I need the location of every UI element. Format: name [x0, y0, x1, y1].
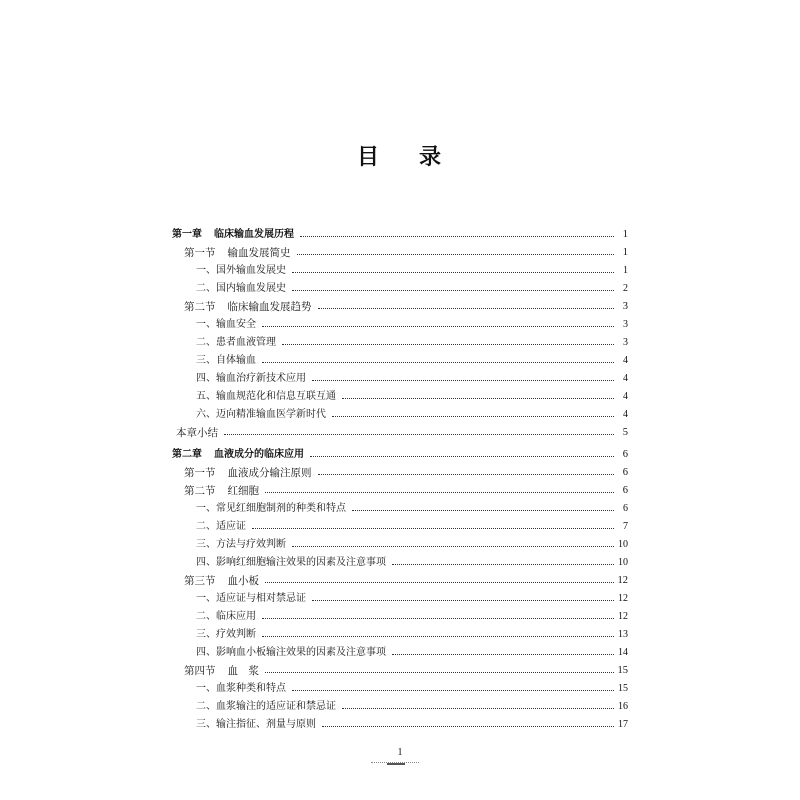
toc-entry-item[interactable]: [172, 554, 628, 572]
toc-entry-section[interactable]: [172, 298, 628, 316]
toc-page-number: 6: [623, 503, 628, 514]
toc-page-number: 15: [618, 683, 628, 694]
toc-entry-number: 第一节: [184, 467, 216, 479]
toc-entry-text: 血 浆: [227, 665, 259, 677]
toc-entry-item[interactable]: [172, 500, 628, 518]
toc-entry-text: 血液成分输注原则: [227, 467, 312, 479]
toc-entry-label: [196, 352, 256, 370]
toc-entry-item[interactable]: [172, 716, 628, 734]
toc-entry-label: [196, 644, 386, 662]
toc-leader-dots: [252, 518, 614, 529]
toc-page-number: 3: [623, 337, 628, 348]
toc-entry-label: [196, 698, 336, 716]
toc-leader-dots: [312, 370, 614, 381]
toc-page-number: 6: [622, 467, 628, 478]
toc-page-number: 3: [623, 319, 628, 330]
toc-leader-dots: [262, 316, 614, 327]
toc-entry-text: 一、血浆种类和特点: [196, 683, 286, 694]
toc-leader-dots: [332, 406, 614, 417]
toc-entry-section[interactable]: [172, 464, 628, 482]
toc-leader-dots: [262, 626, 614, 637]
toc-entry-item[interactable]: [172, 406, 628, 424]
toc-page-number: 3: [622, 301, 628, 312]
toc-entry-text: 血液成分的临床应用: [214, 449, 304, 460]
toc-leader-dots: [392, 554, 614, 565]
toc-entry-item[interactable]: [172, 388, 628, 406]
title-char-1: 目: [356, 144, 381, 170]
toc-leader-dots: [392, 644, 614, 655]
toc-page-number: 13: [618, 629, 628, 640]
toc-entry-text: 一、适应证与相对禁忌证: [196, 593, 306, 604]
toc-entry-label: [196, 554, 386, 572]
toc-entry-label: [196, 500, 346, 518]
toc-entry-label: [184, 482, 259, 500]
toc-entry-item[interactable]: [172, 644, 628, 662]
toc-entry-label: [196, 406, 326, 424]
toc-entry-label: [184, 298, 312, 316]
toc-entry-label: [184, 662, 259, 680]
footer-ornament: [371, 762, 419, 766]
toc-leader-dots: [342, 388, 614, 399]
toc-entry-text: 一、常见红细胞制剂的种类和特点: [196, 503, 346, 514]
toc-entry-text: 四、影响血小板输注效果的因素及注意事项: [196, 647, 386, 658]
toc-entry-text: 四、影响红细胞输注效果的因素及注意事项: [196, 557, 386, 568]
toc-entry-label: [196, 716, 316, 734]
toc-page-number: 12: [617, 575, 628, 586]
toc-entry-label: [172, 446, 304, 464]
toc-page-number: 2: [623, 283, 628, 294]
toc-entry-text: 二、患者血液管理: [196, 337, 276, 348]
toc-leader-dots: [292, 536, 614, 547]
toc-entry-text: 三、疗效判断: [196, 629, 256, 640]
toc-entry-text: 六、迈向精准输血医学新时代: [196, 409, 326, 420]
toc-entry-label: [184, 244, 291, 262]
toc-leader-dots: [318, 298, 615, 309]
toc-page-number: 10: [618, 539, 628, 550]
toc-page-number: 6: [622, 485, 628, 496]
toc-entry-text: 二、临床应用: [196, 611, 256, 622]
toc-entry-number: 第四节: [184, 665, 216, 677]
toc-entry-label: [196, 536, 286, 554]
toc-leader-dots: [297, 244, 615, 255]
toc-entry-label: [196, 280, 286, 298]
toc-page-number: 6: [622, 449, 628, 460]
toc-page-number: 4: [623, 409, 628, 420]
toc-leader-dots: [262, 352, 614, 363]
page-number: 1: [397, 747, 403, 758]
toc-page-number: 4: [623, 355, 628, 366]
page-title: [0, 140, 800, 171]
toc-entry-text: 三、自体输血: [196, 355, 256, 366]
toc-leader-dots: [310, 446, 614, 457]
toc-entry-text: 临床输血发展历程: [214, 229, 294, 240]
toc-page-number: 12: [618, 611, 628, 622]
toc-entry-item[interactable]: [172, 334, 628, 352]
toc-entry-item[interactable]: [172, 536, 628, 554]
toc-entry-item[interactable]: [172, 518, 628, 536]
toc-entry-section[interactable]: [172, 244, 628, 262]
toc-entry-section[interactable]: [172, 662, 628, 680]
toc-entry-number: 第二节: [184, 485, 216, 497]
toc-entry-item[interactable]: [172, 262, 628, 280]
toc-page-number: 10: [618, 557, 628, 568]
toc-entry-item[interactable]: [172, 590, 628, 608]
toc-entry-text: 五、输血规范化和信息互联互通: [196, 391, 336, 402]
toc-page-number: 1: [622, 229, 628, 240]
toc-entry-number: 第二节: [184, 301, 216, 313]
toc-entry-label: [196, 626, 256, 644]
toc-leader-dots: [292, 262, 614, 273]
toc-page-number: 7: [623, 521, 628, 532]
toc-leader-dots: [312, 590, 614, 601]
toc-page-number: 5: [622, 427, 628, 438]
title-char-2: 录: [419, 144, 444, 170]
toc-entry-chapter[interactable]: [172, 226, 628, 244]
toc-entry-number: 第一节: [184, 247, 216, 259]
toc-entry-item[interactable]: [172, 280, 628, 298]
toc-entry-label: [172, 226, 294, 244]
toc-leader-dots: [282, 334, 614, 345]
toc-entry-label: [196, 262, 286, 280]
toc-leader-dots: [318, 464, 615, 475]
toc-entry-text: 二、血浆输注的适应证和禁忌证: [196, 701, 336, 712]
toc-entry-text: 本章小结: [176, 427, 218, 439]
toc-page-number: 17: [618, 719, 628, 730]
toc-entry-label: [196, 388, 336, 406]
toc-entry-item[interactable]: [172, 698, 628, 716]
toc-entry-text: 四、输血治疗新技术应用: [196, 373, 306, 384]
toc-entry-label: [176, 424, 218, 442]
toc-leader-dots: [224, 424, 614, 435]
toc-entry-item[interactable]: [172, 626, 628, 644]
toc-page-number: 15: [617, 665, 628, 676]
toc-entry-number: 第三节: [184, 575, 216, 587]
toc-leader-dots: [292, 680, 614, 691]
toc-leader-dots: [352, 500, 614, 511]
toc-entry-text: 红细胞: [227, 485, 259, 497]
toc-entry-item[interactable]: [172, 316, 628, 334]
toc-entry-section[interactable]: [172, 572, 628, 590]
toc-entry-text: 三、方法与疗效判断: [196, 539, 286, 550]
toc-entry-number: 第二章: [172, 449, 202, 460]
toc-entry-text: 输血发展简史: [227, 247, 291, 259]
toc-entry-label: [184, 464, 312, 482]
toc-entry-summary[interactable]: [172, 424, 628, 442]
toc-entry-label: [196, 316, 256, 334]
toc-page-number: 4: [623, 373, 628, 384]
toc-entry-item[interactable]: [172, 608, 628, 626]
toc-page-number: 12: [618, 593, 628, 604]
toc-entry-chapter[interactable]: [172, 446, 628, 464]
toc-page-number: 1: [623, 265, 628, 276]
toc-entry-text: 临床输血发展趋势: [227, 301, 312, 313]
toc-entry-text: 一、国外输血发展史: [196, 265, 286, 276]
toc-leader-dots: [342, 698, 614, 709]
toc-entry-label: [196, 370, 306, 388]
toc-entry-label: [196, 518, 246, 536]
toc-entry-text: 血小板: [227, 575, 259, 587]
toc-leader-dots: [322, 716, 614, 727]
toc-entry-item[interactable]: [172, 370, 628, 388]
toc-leader-dots: [292, 280, 614, 291]
toc-page-number: 1: [622, 247, 628, 258]
toc-page-number: 4: [623, 391, 628, 402]
toc-entry-text: 一、输血安全: [196, 319, 256, 330]
toc-page-number: 16: [618, 701, 628, 712]
toc-page-number: 14: [618, 647, 628, 658]
toc-entry-item[interactable]: [172, 680, 628, 698]
toc-entry-section[interactable]: [172, 482, 628, 500]
toc-entry-number: 第一章: [172, 229, 202, 240]
toc-entry-label: [196, 334, 276, 352]
toc-entry-label: [184, 572, 259, 590]
toc-entry-item[interactable]: [172, 352, 628, 370]
toc-leader-dots: [265, 572, 614, 583]
toc-leader-dots: [265, 662, 614, 673]
toc-leader-dots: [265, 482, 614, 493]
toc-entry-text: 二、适应证: [196, 521, 246, 532]
toc-entry-text: 三、输注指征、剂量与原则: [196, 719, 316, 730]
table-of-contents: [172, 226, 628, 734]
toc-entry-label: [196, 608, 256, 626]
toc-entry-label: [196, 590, 306, 608]
toc-entry-label: [196, 680, 286, 698]
toc-entry-text: 二、国内输血发展史: [196, 283, 286, 294]
toc-leader-dots: [300, 226, 614, 237]
toc-leader-dots: [262, 608, 614, 619]
